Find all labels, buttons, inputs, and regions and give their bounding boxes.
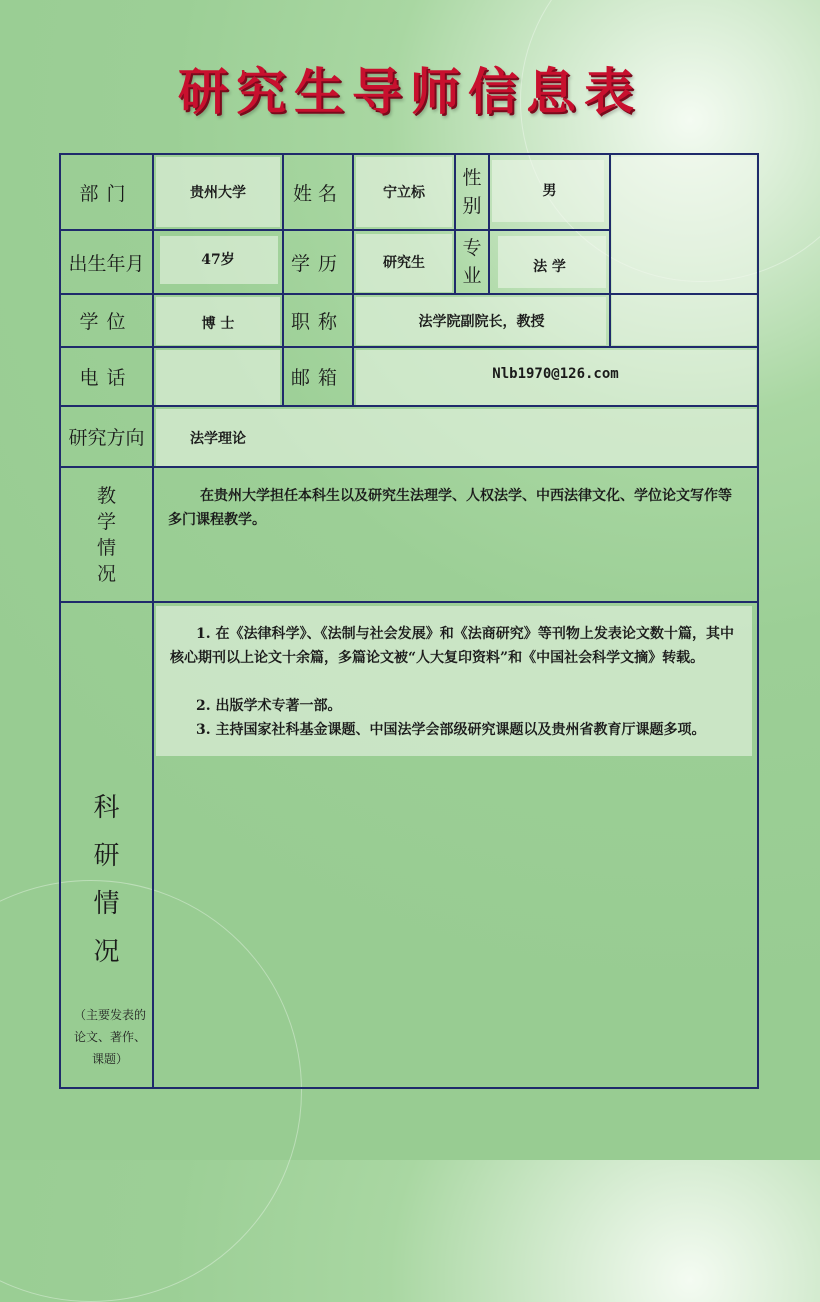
value-name: 宁立标 bbox=[383, 185, 425, 201]
label-degree: 学位 bbox=[79, 311, 134, 333]
value-gender: 男 bbox=[542, 183, 557, 199]
label-gender-text: 性别 bbox=[462, 166, 482, 217]
label-name: 姓名 bbox=[292, 182, 343, 205]
teaching-text: 在贵州大学担任本科生以及研究生法理学、人权法学、中西法律文化、学位论文写作等多门课程教学。 bbox=[168, 488, 732, 528]
table-border bbox=[609, 153, 611, 348]
research-item: 3. 主持国家社科基金课题、中国法学会部级研究课题以及贵州省教育厅课题多项。 bbox=[196, 722, 706, 738]
photo-area bbox=[612, 157, 756, 345]
label-email: 邮箱 bbox=[290, 367, 345, 389]
table-border bbox=[59, 405, 759, 407]
label-research bbox=[61, 780, 152, 980]
table-border bbox=[757, 153, 759, 1089]
label-major-text: 专业 bbox=[462, 236, 482, 287]
value-department: 贵州大学 bbox=[190, 185, 246, 201]
research-item: 1. 在《法律科学》、《法制与社会发展》和《法商研究》等刊物上发表论文数十篇，其中核心期刊以上论文十余篇，多篇论文被“人大复印资料”和《中国社会科学文摘》转载。 bbox=[170, 626, 734, 666]
label-phone: 电话 bbox=[79, 367, 134, 389]
value-major: 法 学 bbox=[533, 259, 566, 275]
label-research-text: 科研情况 bbox=[93, 793, 120, 967]
value-birth: 47岁 bbox=[201, 252, 235, 268]
value-email: Nlb1970@126.com bbox=[492, 365, 619, 382]
label-research-direction: 研究方向 bbox=[68, 427, 145, 449]
table-border bbox=[59, 601, 759, 603]
research-item: 2. 出版学术专著一部。 bbox=[196, 698, 342, 714]
value-phone bbox=[154, 348, 282, 405]
label-teaching-text: 教学情况 bbox=[96, 484, 116, 585]
research-note: （主要发表的论文、著作、课题） bbox=[73, 1008, 146, 1066]
page-title: 研究生导师信息表 bbox=[178, 63, 642, 121]
value-research-direction: 法学理论 bbox=[190, 430, 246, 447]
label-education: 学历 bbox=[290, 252, 345, 275]
label-gender bbox=[456, 155, 488, 229]
value-title: 法学院副院长，教授 bbox=[418, 313, 545, 330]
value-degree: 博 士 bbox=[201, 316, 235, 332]
table-border bbox=[152, 153, 154, 1089]
table-border bbox=[59, 1087, 759, 1089]
label-title: 职称 bbox=[290, 311, 345, 333]
label-major bbox=[456, 231, 488, 293]
table-border bbox=[59, 466, 759, 468]
label-teaching bbox=[61, 468, 152, 601]
label-birth: 出生年月 bbox=[68, 252, 145, 275]
value-education: 研究生 bbox=[383, 255, 425, 271]
label-department: 部门 bbox=[79, 182, 134, 205]
